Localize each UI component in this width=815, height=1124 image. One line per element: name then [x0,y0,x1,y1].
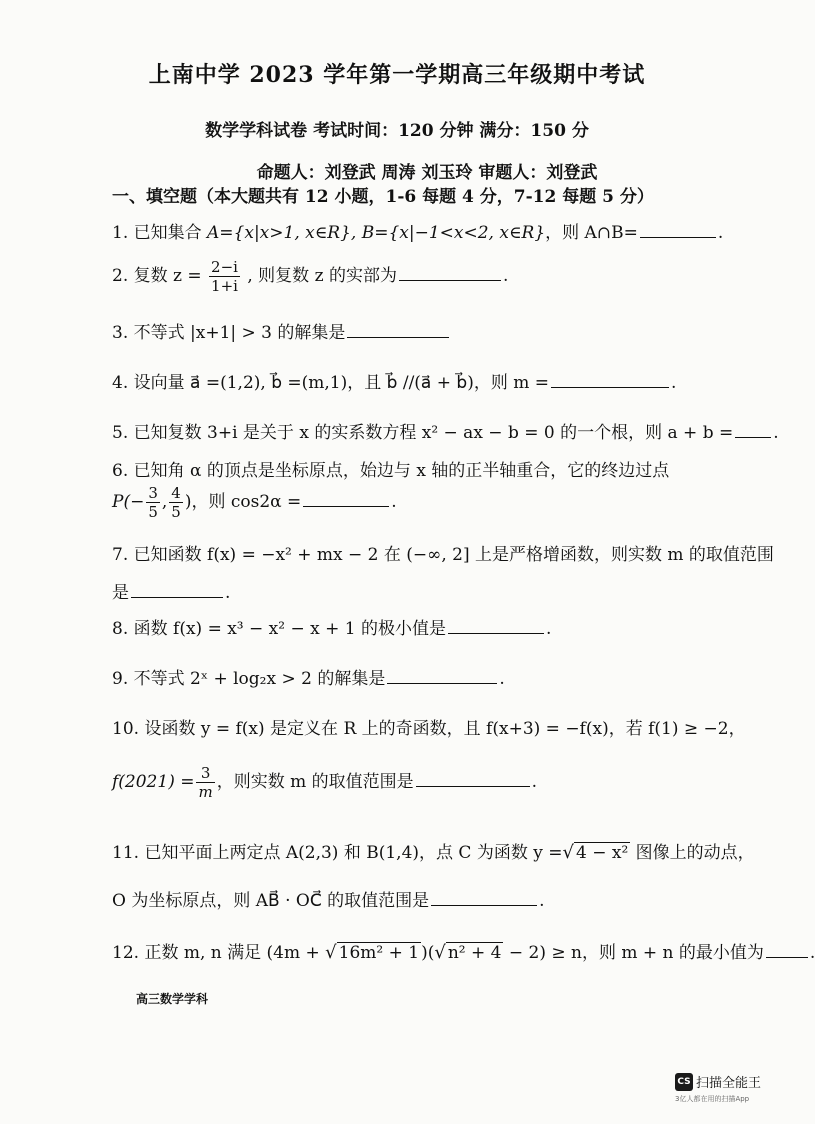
question-12: 12. 正数 m, n 满足 (4m + √ 16m² + 1 )(√ n² + 4 − 2) ≥ n，则 m + n 的最小值为 . [112,942,815,963]
answer-blank[interactable] [448,616,544,634]
q11-sqrt: 4 − x² [575,843,629,863]
question-7-line-2: 是 . [112,578,230,603]
q2-tail: , 则复数 z 的实部为 [247,266,397,286]
q5-text: 5. 已知复数 3+i 是关于 x 的实系数方程 x² − ax − b = 0 的一个根，则 a + b = [112,423,734,443]
q1-tail: ，则 A∩B= [545,223,638,243]
answer-blank[interactable] [347,320,449,338]
camscanner-logo-icon: CS [675,1073,693,1091]
q6-fraction-2: $\frac{4}{5}$ [171,484,181,521]
question-5: 5. 已知复数 3+i 是关于 x 的实系数方程 x² − ax − b = 0 的一个根，则 a + b = . [112,418,779,443]
q1-math: A={x|x>1, x∈R}, B={x|−1<x<2, x∈R} [207,223,546,243]
q10-fraction: $\frac{3}{m}$ [198,764,213,801]
watermark-subtext: 3亿人都在用的扫描App [675,1095,750,1103]
question-11-line-1: 11. 已知平面上两定点 A(2,3) 和 B(1,4)，点 C 为函数 y =√ 4 − x² 图像上的动点， [112,842,755,863]
q1-text: 1. 已知集合 [112,223,208,243]
answer-blank[interactable] [416,769,530,787]
answer-blank[interactable] [431,888,537,906]
answer-blank[interactable] [303,489,389,507]
question-6-line-2: P(− $\frac{3}{5}$ , $\frac{4}{5}$ )，则 cos2α = . [112,484,397,521]
question-10-line-2: f(2021) = $\frac{3}{m}$ ，则实数 m 的取值范围是 . [112,764,538,801]
answer-blank[interactable] [387,666,497,684]
question-2: 2. 复数 z = $\frac{2-i}{1+i}$ , 则复数 z 的实部为 . [112,258,509,295]
q2-text: 2. 复数 z = [112,266,202,286]
answer-blank[interactable] [735,420,771,438]
q12-sqrt-1: 16m² + 1 [338,943,420,963]
exam-title: 上南中学 2023 学年第一学期高三年级期中考试 [148,62,646,88]
q4-text: 4. 设向量 a⃗ =(1,2), b⃗ =(m,1)，且 b⃗ //(a⃗ + b⃗)，则 m = [112,373,549,393]
exam-authors: 命题人：刘登武 周涛 刘玉玲 审题人：刘登武 [256,163,598,183]
question-3 [112,318,451,343]
answer-blank[interactable] [551,370,669,388]
question-9: 9. 不等式 2ˣ + log₂x > 2 的解集是 . [112,664,505,689]
section-heading: 一、填空题（本大题共有 12 小题，1-6 每题 4 分，7-12 每题 5 分） [112,187,654,207]
answer-blank[interactable] [640,220,716,238]
question-11-line-2: O 为坐标原点，则 AB⃗ · OC⃗ 的取值范围是 . [112,886,545,911]
q12-sqrt-2: n² + 4 [447,943,502,963]
question-4: 4. 设向量 a⃗ =(1,2), b⃗ =(m,1)，且 b⃗ //(a⃗ + b⃗)，则 m = . [112,368,676,393]
question-8: 8. 函数 f(x) = x³ − x² − x + 1 的极小值是 . [112,614,551,639]
answer-blank[interactable] [766,940,808,958]
q3-text: 3. 不等式 |x+1| > 3 的解集是 [112,323,346,343]
scanner-watermark [675,1071,761,1091]
watermark-text: 扫描全能王 [696,1076,762,1091]
question-6-line-1: 6. 已知角 α 的顶点是坐标原点，始边与 x 轴的正半轴重合，它的终边过点 [112,461,670,481]
q6-fraction-1: $\frac{3}{5}$ [148,484,158,521]
answer-blank[interactable] [131,580,223,598]
question-10-line-1: 10. 设函数 y = f(x) 是定义在 R 上的奇函数，且 f(x+3) = −f(x)，若 f(1) ≥ −2， [112,719,746,739]
q2-fraction: $\frac{2-i}{1+i}$ [211,258,238,295]
exam-subtitle: 数学学科试卷 考试时间：120 分钟 满分：150 分 [205,121,589,141]
question-7-line-1: 7. 已知函数 f(x) = −x² + mx − 2 在 (−∞, 2] 上是严格增函数，则实数 m 的取值范围 [112,545,774,565]
page-footer: 高三数学学科 [136,992,209,1006]
question-1: 1. 已知集合 A={x|x>1, x∈R}, B={x|−1<x<2, x∈R}，则 A∩B= . [112,218,723,243]
answer-blank[interactable] [399,263,501,281]
